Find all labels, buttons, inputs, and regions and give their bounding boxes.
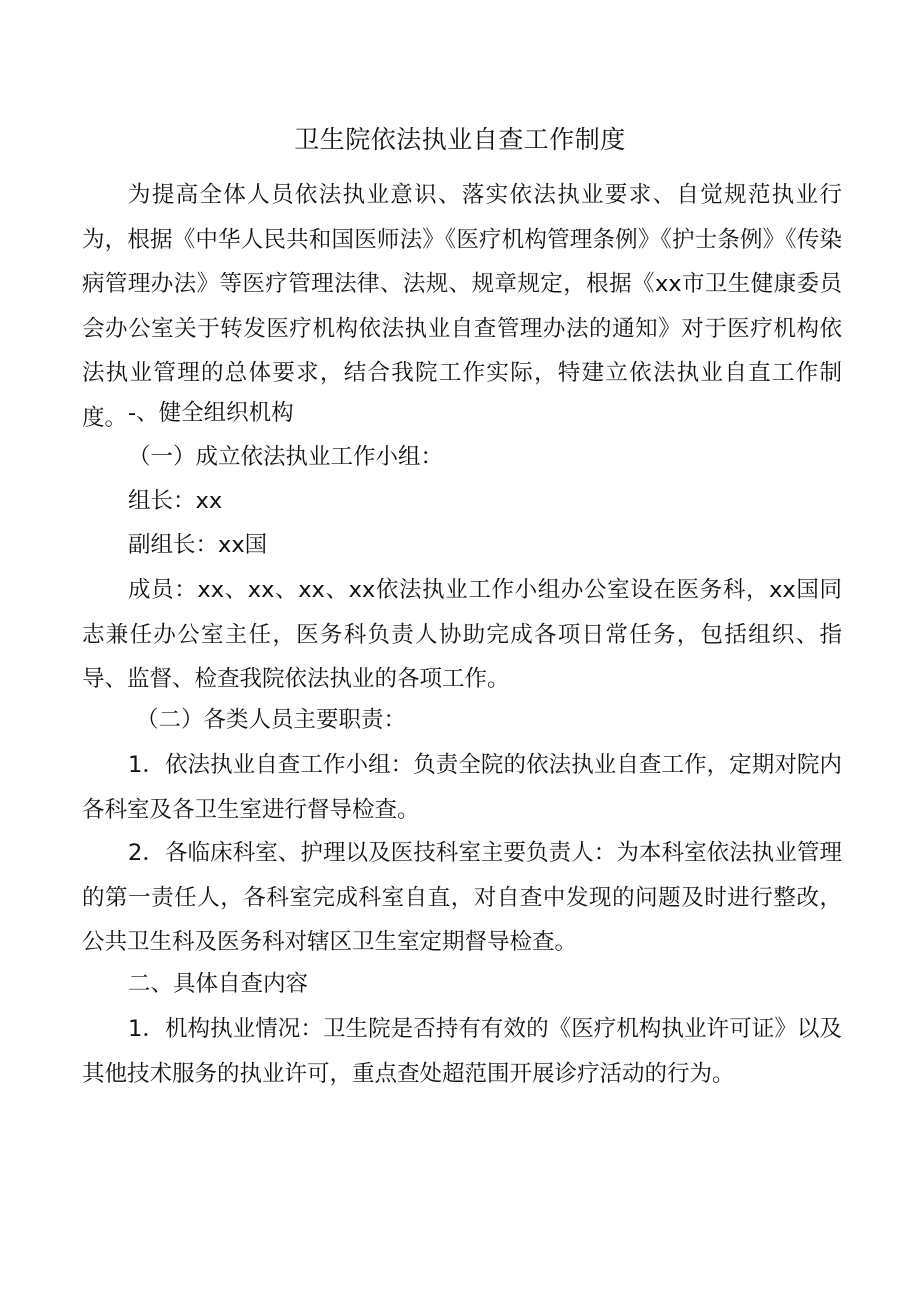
deputy-leader-line: 副组长：xx国 — [128, 532, 268, 558]
item1-paragraph: 1．机构执业情况：卫生院是否持有有效的《医疗机构执业许可证》以及其他技术服务的执业许可，重点查处超范围开展诊疗活动的行为。 — [82, 1016, 842, 1087]
document-title: 卫生院依法执业自查工作制度 — [294, 125, 626, 154]
leader-line: 组长：xx — [128, 488, 223, 514]
duty1-paragraph: 1．依法执业自查工作小组：负责全院的依法执业自查工作，定期对院内各科室及各卫生室进行督导检查。 — [82, 752, 842, 823]
section1-heading: -、健全组织机构 — [128, 400, 294, 426]
members-paragraph: 成员：xx、xx、xx、xx依法执业工作小组办公室设在医务科，xx国同志兼任办公室主任，医务科负责人协助完成各项日常任务，包括组织、指导、监督、检查我院依法执业的各项工作。 — [82, 577, 842, 692]
sub1-heading: （一）成立依法执业工作小组： — [128, 444, 444, 470]
intro-paragraph: 为提高全体人员依法执业意识、落实依法执业要求、自觉规范执业行为，根据《中华人民共和国医师法》《医疗机构管理条例》《护士条例》《传染病管理办法》等医疗管理法律、法规、规章规定，根据《xx市卫生健康委员会办公室关于转发医疗机构依法执业自查管理办法的通知》对于医疗机构依法执业管理的总体要求，结合我院工作实际，特建立依法执业自直工作制度。 — [82, 182, 842, 431]
section2-heading: 二、具体自查内容 — [128, 971, 309, 997]
sub2-heading: （二）各类人员主要职责： — [136, 707, 407, 733]
duty2-paragraph: 2．各临床科室、护理以及医技科室主要负责人：为本科室依法执业管理的第一责任人，各科室完成科室自直，对自查中发现的问题及时进行整改，公共卫生科及医务科对辖区卫生室定期督导检查。 — [82, 840, 842, 955]
